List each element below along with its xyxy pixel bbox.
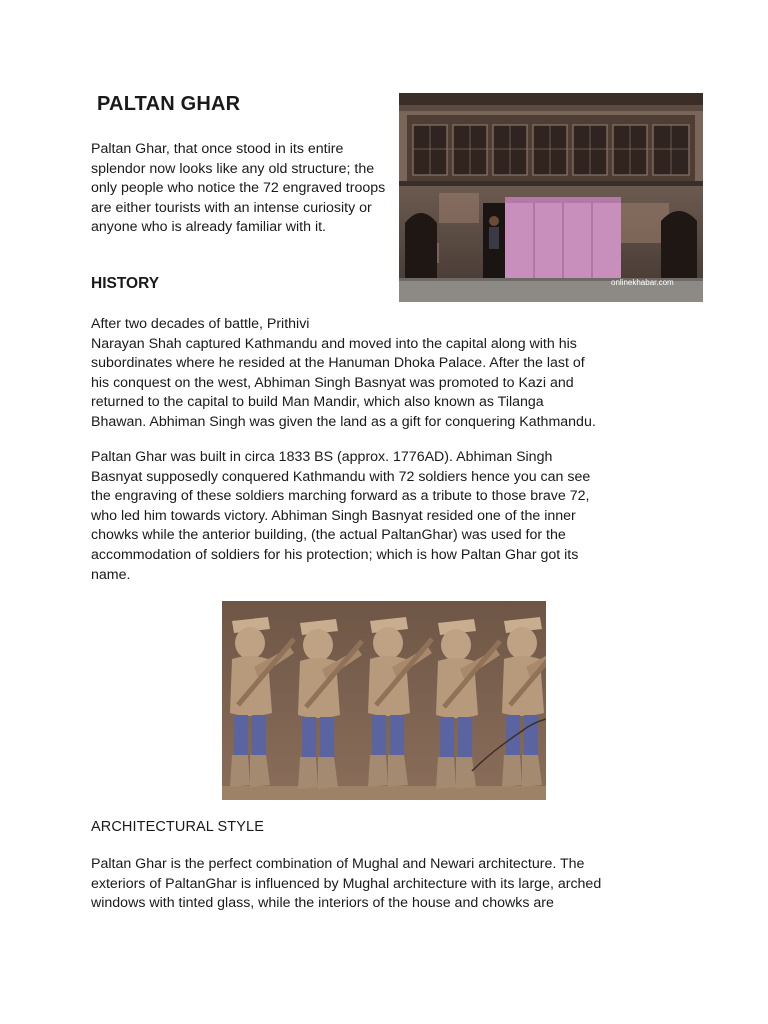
text-line: name. [91, 566, 131, 583]
text-line: Narayan Shah captured Kathmandu and moved into the capital along with his [91, 335, 577, 352]
text-line: accommodation of soldiers for his protection; which is how Paltan Ghar got its [91, 546, 579, 563]
text-line: chowks while the anterior building, (the actual PaltanGhar) was used for the [91, 527, 566, 544]
page-title: PALTAN GHAR [97, 93, 241, 115]
text-line: the engraving of these soldiers marching forward as a tribute to those brave 72, [91, 488, 590, 505]
history-paragraph-1 [91, 315, 596, 433]
text-line: exteriors of PaltanGhar is influenced by Mughal architecture with its large, arched [91, 875, 602, 892]
history-heading: HISTORY [91, 275, 160, 292]
text-line: Basnyat supposedly conquered Kathmandu with 72 soldiers hence you can see [91, 468, 591, 485]
text-line: his conquest on the west, Abhiman Singh Basnyat was promoted to Kazi and [91, 374, 574, 391]
text-line: windows with tinted glass, while the interiors of the house and chowks are [91, 895, 554, 912]
architecture-paragraph [91, 855, 601, 914]
text-line: Bhawan. Abhiman Singh was given the land as a gift for conquering Kathmandu. [91, 413, 596, 430]
text-line: who led him towards victory. Abhiman Singh Basnyat resided one of the inner [91, 507, 576, 524]
intro-paragraph: Paltan Ghar, that once stood in its entire splendor now looks like any old structure; the only people who notice the 72 engraved troops are either tourists with an intense curiosity or anyone who is already familiar with it. [91, 141, 386, 236]
image-watermark: onlinekhabar.com [611, 278, 674, 287]
text-line: returned to the capital to build Man Mandir, which also known as Tilanga [91, 394, 544, 411]
paltan-ghar-building-photo [399, 93, 703, 302]
text-line: Paltan Ghar was built in circa 1833 BS (approx. 1776AD). Abhiman Singh [91, 449, 553, 465]
text-line: Paltan Ghar is the perfect combination of Mughal and Newari architecture. The [91, 856, 585, 872]
text-line: After two decades of battle, Prithivi [91, 316, 310, 332]
text-line: subordinates where he resided at the Hanuman Dhoka Palace. After the last of [91, 355, 585, 372]
architecture-heading: ARCHITECTURAL STYLE [91, 819, 264, 835]
soldier-relief-photo [222, 601, 546, 800]
history-paragraph-2 [91, 448, 590, 585]
